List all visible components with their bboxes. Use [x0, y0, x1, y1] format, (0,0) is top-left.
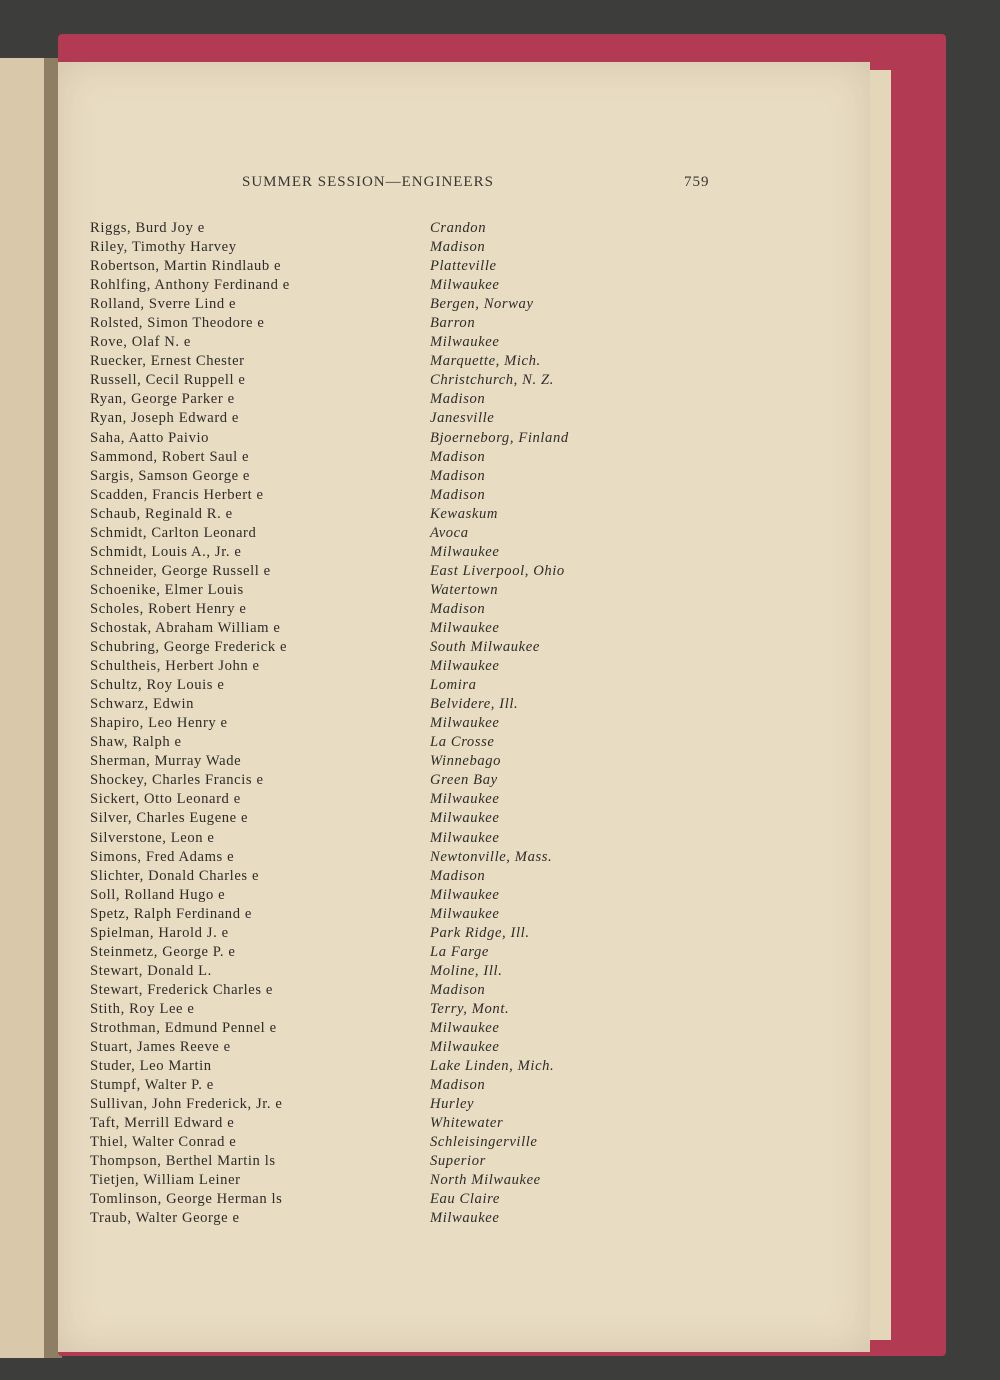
student-name: Soll, Rolland Hugo e — [90, 886, 226, 903]
list-item — [90, 237, 650, 256]
list-item — [90, 389, 650, 408]
student-name: Schultheis, Herbert John e — [90, 658, 260, 675]
list-item — [90, 885, 650, 904]
hometown: Bjoerneborg, Finland — [430, 429, 569, 446]
list-item — [90, 561, 650, 580]
list-item — [90, 618, 650, 637]
list-item — [90, 847, 650, 866]
hometown: Milwaukee — [430, 277, 500, 294]
student-name: Ruecker, Ernest Chester — [90, 353, 245, 370]
list-item — [90, 656, 650, 675]
list-item — [90, 1151, 650, 1170]
hometown: Lomira — [430, 677, 477, 694]
hometown: Park Ridge, Ill. — [430, 924, 530, 941]
student-name: Schwarz, Edwin — [90, 696, 195, 713]
student-name: Scholes, Robert Henry e — [90, 600, 247, 617]
student-name: Sargis, Samson George e — [90, 467, 250, 484]
list-item — [90, 542, 650, 561]
list-item — [90, 694, 650, 713]
list-item — [90, 866, 650, 885]
student-name: Tietjen, William Leiner — [90, 1172, 241, 1189]
student-name: Robertson, Martin Rindlaub e — [90, 258, 282, 275]
list-item — [90, 942, 650, 961]
hometown: Kewaskum — [430, 505, 499, 522]
student-name: Shockey, Charles Francis e — [90, 772, 264, 789]
hometown: Marquette, Mich. — [430, 353, 541, 370]
student-name: Stewart, Frederick Charles e — [90, 981, 273, 998]
student-name: Strothman, Edmund Pennel e — [90, 1019, 277, 1036]
student-name: Thiel, Walter Conrad e — [90, 1134, 237, 1151]
hometown: Milwaukee — [430, 334, 500, 351]
list-item — [90, 1189, 650, 1208]
student-name: Sherman, Murray Wade — [90, 753, 242, 770]
list-item — [90, 999, 650, 1018]
student-name: Studer, Leo Martin — [90, 1058, 212, 1075]
list-item — [90, 637, 650, 656]
student-name: Stuart, James Reeve e — [90, 1039, 231, 1056]
hometown: Madison — [430, 467, 486, 484]
hometown: Eau Claire — [430, 1191, 500, 1208]
list-item — [90, 580, 650, 599]
hometown: Milwaukee — [430, 619, 500, 636]
hometown: Milwaukee — [430, 810, 500, 827]
student-name: Ryan, Joseph Edward e — [90, 410, 240, 427]
hometown: Schleisingerville — [430, 1134, 538, 1151]
student-name: Schultz, Roy Louis e — [90, 677, 225, 694]
hometown: Green Bay — [430, 772, 498, 789]
student-name: Tomlinson, George Herman ls — [90, 1191, 283, 1208]
list-item — [90, 828, 650, 847]
hometown: Milwaukee — [430, 543, 500, 560]
list-item — [90, 523, 650, 542]
list-item — [90, 770, 650, 789]
hometown: Madison — [430, 981, 486, 998]
hometown: Crandon — [430, 220, 487, 236]
student-name: Thompson, Berthel Martin ls — [90, 1153, 276, 1170]
hometown: Madison — [430, 600, 486, 617]
list-item — [90, 408, 650, 427]
list-item — [90, 1132, 650, 1151]
student-name: Schneider, George Russell e — [90, 562, 271, 579]
hometown: Milwaukee — [430, 1039, 500, 1056]
hometown: Madison — [430, 239, 486, 256]
list-item — [90, 332, 650, 351]
list-item — [90, 808, 650, 827]
list-item — [90, 675, 650, 694]
hometown: Terry, Mont. — [430, 1000, 510, 1017]
student-list — [90, 218, 650, 1227]
student-name: Rohlfing, Anthony Ferdinand e — [90, 277, 290, 294]
hometown: North Milwaukee — [430, 1172, 541, 1189]
hometown: Whitewater — [430, 1115, 504, 1132]
student-name: Rolland, Sverre Lind e — [90, 296, 237, 313]
hometown: Hurley — [430, 1096, 475, 1113]
hometown: Milwaukee — [430, 715, 500, 732]
hometown: Madison — [430, 867, 486, 884]
list-item — [90, 1113, 650, 1132]
hometown: Madison — [430, 391, 486, 408]
student-name: Saha, Aatto Paivio — [90, 429, 210, 446]
list-item — [90, 447, 650, 466]
list-item — [90, 1075, 650, 1094]
student-name: Scadden, Francis Herbert e — [90, 486, 264, 503]
hometown: Madison — [430, 1077, 486, 1094]
hometown: Watertown — [430, 581, 499, 598]
student-name: Spielman, Harold J. e — [90, 924, 229, 941]
student-name: Ryan, George Parker e — [90, 391, 235, 408]
list-item — [90, 1056, 650, 1075]
hometown: Milwaukee — [430, 791, 500, 808]
running-title: SUMMER SESSION—ENGINEERS — [242, 174, 494, 190]
hometown: Milwaukee — [430, 886, 500, 903]
student-name: Sullivan, John Frederick, Jr. e — [90, 1096, 283, 1113]
student-name: Sammond, Robert Saul e — [90, 448, 250, 465]
student-name: Schmidt, Louis A., Jr. e — [90, 543, 242, 560]
list-item — [90, 351, 650, 370]
student-name: Simons, Fred Adams e — [90, 848, 235, 865]
hometown: La Farge — [430, 943, 489, 960]
student-name: Shaw, Ralph e — [90, 734, 182, 751]
list-item — [90, 256, 650, 275]
hometown: Milwaukee — [430, 658, 500, 675]
list-item — [90, 275, 650, 294]
list-item — [90, 428, 650, 447]
list-item — [90, 1094, 650, 1113]
list-item — [90, 751, 650, 770]
hometown: Milwaukee — [430, 905, 500, 922]
student-name: Silver, Charles Eugene e — [90, 810, 249, 827]
list-item — [90, 961, 650, 980]
student-name: Riggs, Burd Joy e — [90, 220, 205, 236]
list-item — [90, 732, 650, 751]
student-name: Silverstone, Leon e — [90, 829, 215, 846]
hometown: Superior — [430, 1153, 486, 1170]
student-name: Traub, Walter George e — [90, 1210, 240, 1227]
hometown: Newtonville, Mass. — [430, 848, 553, 865]
student-name: Schostak, Abraham William e — [90, 619, 281, 636]
student-name: Sickert, Otto Leonard e — [90, 791, 241, 808]
list-item — [90, 485, 650, 504]
list-item — [90, 1018, 650, 1037]
student-name: Stumpf, Walter P. e — [90, 1077, 214, 1094]
list-item — [90, 1037, 650, 1056]
student-name: Slichter, Donald Charles e — [90, 867, 260, 884]
book-page — [58, 62, 870, 1352]
list-item — [90, 218, 650, 237]
hometown: Lake Linden, Mich. — [430, 1058, 555, 1075]
student-name: Stewart, Donald L. — [90, 962, 212, 979]
list-item — [90, 980, 650, 999]
student-name: Stith, Roy Lee e — [90, 1000, 195, 1017]
hometown: Milwaukee — [430, 1210, 500, 1227]
hometown: Moline, Ill. — [430, 962, 503, 979]
student-name: Spetz, Ralph Ferdinand e — [90, 905, 252, 922]
hometown: Winnebago — [430, 753, 502, 770]
hometown: Bergen, Norway — [430, 296, 534, 313]
hometown: Barron — [430, 315, 476, 332]
student-name: Russell, Cecil Ruppell e — [90, 372, 246, 389]
student-name: Shapiro, Leo Henry e — [90, 715, 228, 732]
hometown: East Liverpool, Ohio — [430, 562, 565, 579]
hometown: Christchurch, N. Z. — [430, 372, 554, 389]
list-item — [90, 1170, 650, 1189]
hometown: Avoca — [430, 524, 469, 541]
page-number: 759 — [684, 174, 710, 190]
list-item — [90, 1208, 650, 1227]
hometown: Belvidere, Ill. — [430, 696, 519, 713]
student-name: Steinmetz, George P. e — [90, 943, 236, 960]
hometown: Madison — [430, 448, 486, 465]
student-name: Rolsted, Simon Theodore e — [90, 315, 265, 332]
list-item — [90, 294, 650, 313]
list-item — [90, 466, 650, 485]
list-item — [90, 789, 650, 808]
student-name: Taft, Merrill Edward e — [90, 1115, 235, 1132]
student-name: Schmidt, Carlton Leonard — [90, 524, 257, 541]
hometown: Janesville — [430, 410, 495, 427]
hometown: Madison — [430, 486, 486, 503]
hometown: Milwaukee — [430, 829, 500, 846]
student-name: Riley, Timothy Harvey — [90, 239, 237, 256]
hometown: Platteville — [430, 258, 497, 275]
student-name: Schoenike, Elmer Louis — [90, 581, 244, 598]
list-item — [90, 504, 650, 523]
list-item — [90, 713, 650, 732]
hometown: Milwaukee — [430, 1019, 500, 1036]
list-item — [90, 923, 650, 942]
hometown: La Crosse — [430, 734, 495, 751]
list-item — [90, 904, 650, 923]
hometown: South Milwaukee — [430, 639, 540, 656]
student-name: Schubring, George Frederick e — [90, 639, 288, 656]
list-item — [90, 370, 650, 389]
student-name: Rove, Olaf N. e — [90, 334, 191, 351]
list-item — [90, 313, 650, 332]
student-name: Schaub, Reginald R. e — [90, 505, 233, 522]
list-item — [90, 599, 650, 618]
